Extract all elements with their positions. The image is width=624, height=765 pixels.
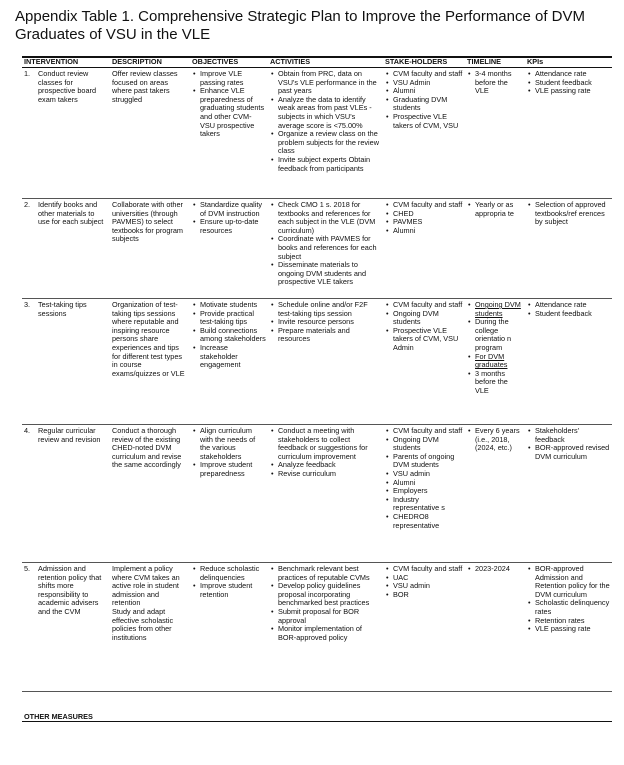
activity-item: • Monitor implementation of BOR-approved policy (270, 625, 381, 642)
row-number: 2. (24, 200, 31, 209)
activity-item: • Revise curriculum (270, 470, 381, 479)
intervention-cell (22, 299, 110, 425)
row-number: 4. (24, 426, 31, 435)
objective-item: • Standardize quality of DVM instruction (192, 201, 266, 218)
stakeholder-item: • Alumni (385, 87, 463, 96)
activity-item: • Organize a review class on the problem subjects for the review class (270, 130, 381, 156)
header-intervention: INTERVENTION (22, 57, 110, 68)
timeline-item (467, 301, 523, 318)
description-text: Offer review classes focused on areas where past takers struggled (112, 69, 178, 104)
timeline-item: • 2023-2024 (467, 565, 523, 574)
objective-item: • Improve student preparedness (192, 461, 266, 478)
description-text: Organization of test-taking tips sessions where reputable and inspiring resource persons share experiences and tips for different test types in course exams/quizzes or VLE (112, 300, 185, 378)
plan-table (22, 56, 612, 692)
kpi-item: • VLE passing rate (527, 87, 610, 96)
timeline-underlined: Ongoing DVM students (475, 300, 521, 318)
description-cell (110, 68, 190, 199)
activities-cell (268, 199, 383, 299)
timeline-item: • Every 6 years (i.e., 2018, (2024, etc.) (467, 427, 523, 453)
description-text: Implement a policy where CVM takes an active role in student admission and retention (112, 564, 180, 608)
timeline-item: • Yearly or as appropria te (467, 201, 523, 218)
table-row (22, 199, 612, 299)
intervention-text: Test-taking tips sessions (38, 300, 87, 318)
kpi-item: • Student feedback (527, 310, 610, 319)
header-timeline: TIMELINE (465, 57, 525, 68)
timeline-item: • During the college orientatio n program (467, 318, 523, 352)
activity-item: • Invite subject experts Obtain feedback from participants (270, 156, 381, 173)
kpis-cell (525, 299, 612, 425)
stakeholder-item: • VSU admin (385, 470, 463, 479)
description-text: Study and adapt effective scholastic policies from other institutions (112, 606, 174, 642)
activity-item: • Develop policy guidelines proposal incorporating benchmarked best practices (270, 582, 381, 608)
stakeholder-item: • Ongoing DVM students (385, 310, 463, 327)
stakeholders-cell (383, 199, 465, 299)
stakeholder-item: • Graduating DVM students (385, 96, 463, 113)
activity-item: • Invite resource persons (270, 318, 381, 327)
stakeholder-item: • Prospective VLE takers of CVM, VSU (385, 113, 463, 130)
table-title: Appendix Table 1. Comprehensive Strategic Plan to Improve the Performance of DVM Graduates of VSU in the VLE (15, 8, 586, 43)
objectives-cell (190, 68, 268, 199)
objective-item: • Motivate students (192, 301, 266, 310)
table-row (22, 425, 612, 563)
objectives-cell (190, 199, 268, 299)
timeline-cell (465, 299, 525, 425)
objective-item: • Improve student retention (192, 582, 266, 599)
other-measures-heading: OTHER MEASURES (24, 712, 93, 721)
activity-item: • Obtain from PRC, data on VSU's VLE performance in the past years (270, 70, 381, 96)
timeline-item (467, 353, 523, 370)
timeline-cell (465, 68, 525, 199)
stakeholder-item: • CVM faculty and staff (385, 565, 463, 574)
timeline-cell (465, 563, 525, 692)
stakeholder-item: • VSU admin (385, 582, 463, 591)
activity-item: • Coordinate with PAVMES for books and references for each subject (270, 235, 381, 261)
stakeholder-item: • CVM faculty and staff (385, 301, 463, 310)
kpis-cell (525, 563, 612, 692)
header-kpis: KPIs (525, 57, 612, 68)
kpi-item: • Retention rates (527, 617, 610, 626)
stakeholder-item: • CVM faculty and staff (385, 201, 463, 210)
stakeholder-item: • CVM faculty and staff (385, 70, 463, 79)
objective-item: • Increase stakeholder engagement (192, 344, 266, 370)
activity-item: • Benchmark relevant best practices of reputable CVMs (270, 565, 381, 582)
activity-item: • Disseminate materials to ongoing DVM students and prospective VLE takers (270, 261, 381, 287)
stakeholder-item: • Alumni (385, 479, 463, 488)
kpi-item: • VLE passing rate (527, 625, 610, 634)
header-description: DESCRIPTION (110, 57, 190, 68)
timeline-cell (465, 425, 525, 563)
kpis-cell (525, 425, 612, 563)
header-activities: ACTIVITIES (268, 57, 383, 68)
stakeholder-item: • UAC (385, 574, 463, 583)
activities-cell (268, 425, 383, 563)
stakeholders-cell (383, 425, 465, 563)
objectives-cell (190, 299, 268, 425)
stakeholder-item: • Ongoing DVM students (385, 436, 463, 453)
bottom-rule (22, 721, 612, 722)
description-text: Collaborate with other universities (through PAVMES) to select textbooks for program subjects (112, 200, 183, 244)
activity-item: • Prepare materials and resources (270, 327, 381, 344)
intervention-text: Identify books and other materials to use for each subject (38, 200, 104, 227)
timeline-cell (465, 199, 525, 299)
stakeholder-item: • CVM faculty and staff (385, 427, 463, 436)
stakeholders-cell (383, 68, 465, 199)
header-row (22, 57, 612, 68)
objectives-cell (190, 425, 268, 563)
timeline-item: • 3-4 months before the VLE (467, 70, 523, 96)
kpi-item: • BOR-approved revised DVM curriculum (527, 444, 610, 461)
objective-item: • Align curriculum with the needs of the various stakeholders (192, 427, 266, 461)
description-text: Conduct a thorough review of the existing CHED-noted DVM curriculum and revise the same accordingly (112, 426, 182, 470)
objective-item: • Ensure up-to-date resources (192, 218, 266, 235)
kpi-item: • Student feedback (527, 79, 610, 88)
header-objectives: OBJECTIVES (190, 57, 268, 68)
intervention-cell (22, 425, 110, 563)
intervention-cell (22, 68, 110, 199)
strategic-plan-table (22, 56, 612, 692)
activity-item: • Conduct a meeting with stakeholders to collect feedback or suggestions for curriculum improvement (270, 427, 381, 461)
stakeholders-cell (383, 299, 465, 425)
kpis-cell (525, 68, 612, 199)
objective-item: • Reduce scholastic delinquencies (192, 565, 266, 582)
stakeholder-item: • BOR (385, 591, 463, 600)
kpi-item: • Scholastic delinquency rates (527, 599, 610, 616)
stakeholder-item: • Prospective VLE takers of CVM, VSU Admin (385, 327, 463, 353)
row-number: 3. (24, 300, 31, 309)
intervention-text: Regular curricular review and revision (38, 426, 101, 444)
table-row (22, 68, 612, 199)
stakeholder-item: • CHEDRO8 representative (385, 513, 463, 530)
stakeholder-item: • Employers (385, 487, 463, 496)
stakeholder-item: • Parents of ongoing DVM students (385, 453, 463, 470)
kpi-item: • BOR-approved Admission and Retention policy for the DVM curriculum (527, 565, 610, 599)
table-row (22, 299, 612, 425)
objectives-cell (190, 563, 268, 692)
intervention-text: Conduct review classes for prospective board exam takers (38, 69, 97, 104)
kpis-cell (525, 199, 612, 299)
intervention-cell (22, 563, 110, 692)
stakeholder-item: • CHED (385, 210, 463, 219)
intervention-cell (22, 199, 110, 299)
description-cell (110, 425, 190, 563)
timeline-underlined: For DVM graduates (475, 351, 508, 370)
activity-item: • Check CMO 1 s. 2018 for textbooks and references for each subject in the VLE (DVM curriculum) (270, 201, 381, 235)
objective-item: • Build connections among stakeholders (192, 327, 266, 344)
objective-item: • Enhance VLE preparedness of graduating students and other CVM-VSU prospective takers (192, 87, 266, 139)
kpi-item: • Attendance rate (527, 70, 610, 79)
intervention-text: Admission and retention policy that shifts more responsibility to academic advisers and the CVM (38, 564, 102, 616)
kpi-item: • Stakeholders' feedback (527, 427, 610, 444)
description-cell (110, 299, 190, 425)
stakeholder-item: • VSU Admin (385, 79, 463, 88)
timeline-item: • 3 months before the VLE (467, 370, 523, 396)
stakeholder-item: • Alumni (385, 227, 463, 236)
description-cell (110, 563, 190, 692)
table-row (22, 563, 612, 692)
activities-cell (268, 299, 383, 425)
kpi-item: • Attendance rate (527, 301, 610, 310)
row-number: 5. (24, 564, 31, 573)
kpi-item: • Selection of approved textbooks/ref erences by subject (527, 201, 610, 227)
activity-item: • Schedule online and/or F2F test-taking tips session (270, 301, 381, 318)
stakeholders-cell (383, 563, 465, 692)
activity-item: • Submit proposal for BOR approval (270, 608, 381, 625)
row-number: 1. (24, 69, 31, 78)
activities-cell (268, 563, 383, 692)
objective-item: • Provide practical test-taking tips (192, 310, 266, 327)
stakeholder-item: • Industry representative s (385, 496, 463, 513)
activity-item: • Analyze feedback (270, 461, 381, 470)
objective-item: • Improve VLE passing rates (192, 70, 266, 87)
activities-cell (268, 68, 383, 199)
stakeholder-item: • PAVMES (385, 218, 463, 227)
activity-item: • Analyze the data to identify weak areas from past VLEs - subjects in which VSU's average score is <75.00% (270, 96, 381, 130)
header-stakeholders: STAKE-HOLDERS (383, 57, 465, 68)
description-cell (110, 199, 190, 299)
